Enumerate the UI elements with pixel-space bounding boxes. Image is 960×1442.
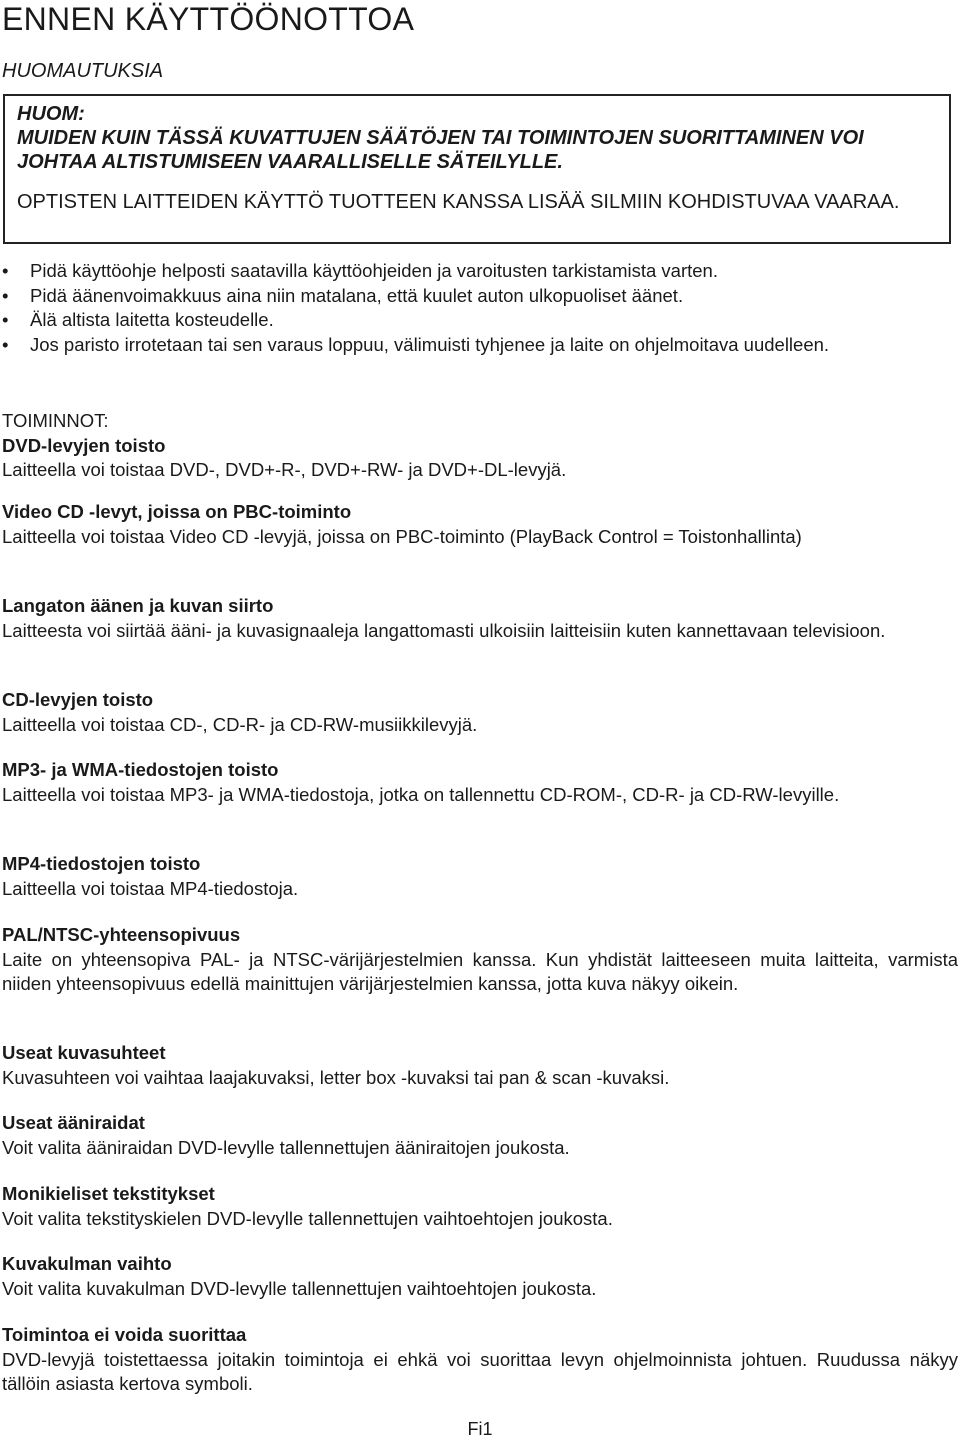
- section-heading: MP4-tiedostojen toisto: [2, 853, 201, 874]
- section-body: Laite on yhteensopiva PAL- ja NTSC-värijärjestelmien kanssa. Kun yhdistät laitteeseen muita laitteita, varmista niiden yhteensopivuus edellä mainittujen värijärjestelmien kanssa, jotta kuva näkyy oikein.: [2, 948, 958, 994]
- list-item: [0, 284, 958, 309]
- page-subtitle: HUOMAUTUKSIA: [2, 60, 164, 82]
- list-item-text: Pidä käyttöohje helposti saatavilla käyttöohjeiden ja varoitusten tarkistamista varten.: [30, 260, 718, 281]
- section-heading: Langaton äänen ja kuvan siirto: [2, 595, 274, 616]
- warning-box: [3, 94, 951, 244]
- section-body: Voit valita kuvakulman DVD-levylle tallennettujen vaihtoehtojen joukosta.: [2, 1277, 597, 1299]
- features-section-subtitles: [2, 1182, 958, 1231]
- section-heading: Kuvakulman vaihto: [2, 1253, 172, 1274]
- features-section-prohibited: [2, 1323, 958, 1397]
- section-heading: CD-levyjen toisto: [2, 689, 154, 710]
- page-title: ENNEN KÄYTTÖÖNOTTOA: [2, 1, 415, 37]
- features-section-mp3: [2, 758, 958, 807]
- list-item-text: Älä altista laitetta kosteudelle.: [30, 309, 274, 330]
- section-heading: Toimintoa ei voida suorittaa: [2, 1324, 247, 1345]
- section-heading: Useat kuvasuhteet: [2, 1042, 166, 1063]
- section-body: Voit valita tekstityskielen DVD-levylle tallennettujen vaihtoehtojen joukosta.: [2, 1207, 613, 1229]
- list-item: [0, 308, 958, 333]
- section-heading: Useat ääniraidat: [2, 1112, 145, 1133]
- features-section-dvd: [2, 409, 958, 483]
- list-item-text: Pidä äänenvoimakkuus aina niin matalana, että kuulet auton ulkopuoliset äänet.: [30, 284, 684, 306]
- section-heading: Video CD -levyt, joissa on PBC-toiminto: [2, 501, 352, 522]
- notice-list: [0, 259, 958, 357]
- section-body: Laitteella voi toistaa MP3- ja WMA-tiedostoja, jotka on tallennettu CD-ROM-, CD-R- ja CD-RW-levyille.: [2, 783, 840, 805]
- page-number: Fi1: [467, 1419, 493, 1439]
- features-section-aspect: [2, 1041, 958, 1090]
- section-heading: Monikieliset tekstitykset: [2, 1183, 215, 1204]
- bullet-icon: •: [2, 333, 9, 355]
- section-body: Laitteesta voi siirtää ääni- ja kuvasignaaleja langattomasti ulkoisiin laitteisiin kuten kannettavaan televisioon.: [2, 619, 886, 641]
- features-section-wireless: [2, 594, 958, 643]
- section-body: Laitteella voi toistaa MP4-tiedostoja.: [2, 877, 299, 899]
- features-section-angle: [2, 1252, 958, 1301]
- section-body: Laitteella voi toistaa CD-, CD-R- ja CD-RW-musiikkilevyjä.: [2, 713, 478, 735]
- list-item-text: Jos paristo irrotetaan tai sen varaus loppuu, välimuisti tyhjenee ja laite on ohjelmoitava uudelleen.: [30, 333, 830, 355]
- list-item: [0, 259, 958, 284]
- list-item: [0, 333, 958, 358]
- bullet-icon: •: [2, 309, 9, 330]
- bullet-icon: •: [2, 284, 9, 306]
- warning-optics-text: OPTISTEN LAITTEIDEN KÄYTTÖ TUOTTEEN KANSSA LISÄÄ SILMIIN KOHDISTUVAA VAARAA.: [17, 191, 900, 213]
- section-heading: PAL/NTSC-yhteensopivuus: [2, 924, 241, 945]
- section-body: Kuvasuhteen voi vaihtaa laajakuvaksi, letter box -kuvaksi tai pan & scan -kuvaksi.: [2, 1066, 670, 1088]
- warning-radiation-text: MUIDEN KUIN TÄSSÄ KUVATTUJEN SÄÄTÖJEN TAI TOIMINTOJEN SUORITTAMINEN VOI JOHTAA ALTISTUMISEEN VAARALLISELLE SÄTEILYLLE.: [17, 127, 864, 173]
- section-heading: DVD-levyjen toisto: [2, 434, 166, 456]
- features-label: TOIMINNOT:: [2, 410, 109, 431]
- section-body: DVD-levyjä toistettaessa joitakin toimintoja ei ehkä voi suorittaa levyn ohjelmoinnista johtuen. Ruudussa näkyy tällöin asiasta kertova symboli.: [2, 1348, 958, 1394]
- section-body: Laitteella voi toistaa DVD-, DVD+-R-, DVD+-RW- ja DVD+-DL-levyjä.: [2, 459, 567, 480]
- section-body: Laitteella voi toistaa Video CD -levyjä, joissa on PBC-toiminto (PlayBack Control = Toistonhallinta): [2, 525, 802, 547]
- features-section-audio: [2, 1111, 958, 1160]
- features-section-cd: [2, 688, 958, 737]
- section-body: Voit valita ääniraidan DVD-levylle tallennettujen ääniraitojen joukosta.: [2, 1136, 570, 1158]
- features-section-vcd: [2, 500, 958, 549]
- features-section-palntsc: [2, 923, 958, 997]
- section-heading: MP3- ja WMA-tiedostojen toisto: [2, 759, 279, 780]
- warning-heading: HUOM:: [17, 103, 85, 125]
- bullet-icon: •: [2, 260, 9, 281]
- features-section-mp4: [2, 852, 958, 901]
